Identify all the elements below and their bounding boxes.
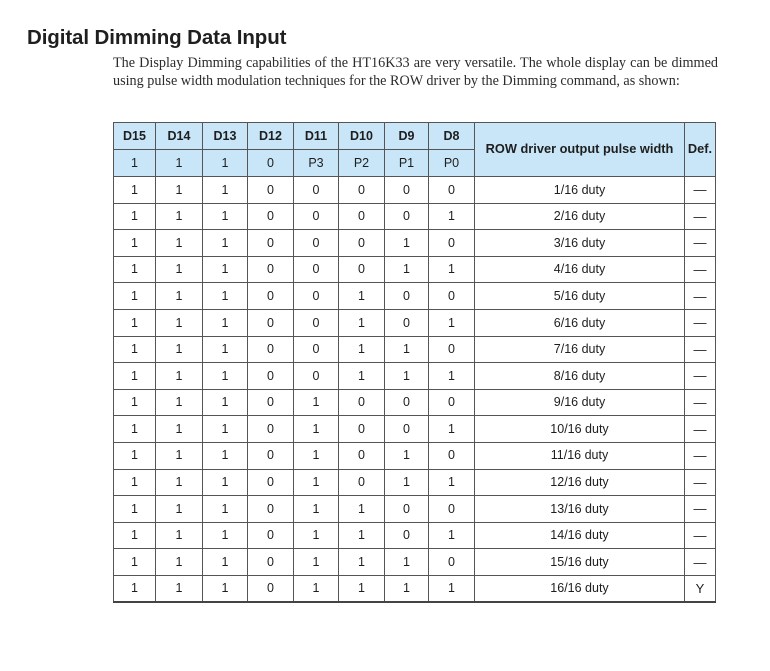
bit-cell: 1 [114, 442, 156, 469]
bit-cell: 0 [248, 575, 294, 602]
def-cell: — [685, 549, 716, 576]
def-cell: — [685, 363, 716, 390]
bit-cell: 0 [248, 549, 294, 576]
bit-cell: 1 [156, 522, 203, 549]
bit-cell: 1 [294, 389, 339, 416]
bit-cell: 1 [114, 230, 156, 257]
bit-value-header: 1 [156, 150, 203, 177]
bit-cell: 0 [248, 283, 294, 310]
def-cell: — [685, 309, 716, 336]
bit-cell: 1 [156, 230, 203, 257]
bit-cell: 1 [429, 363, 475, 390]
bit-cell: 1 [429, 469, 475, 496]
table-row [114, 496, 716, 523]
table-row [114, 389, 716, 416]
bit-cell: 1 [156, 363, 203, 390]
output-cell: 8/16 duty [475, 363, 685, 390]
table-row [114, 442, 716, 469]
output-cell: 1/16 duty [475, 177, 685, 204]
bit-cell: 0 [385, 309, 429, 336]
def-cell: — [685, 256, 716, 283]
bit-cell: 1 [114, 496, 156, 523]
bit-cell: 1 [203, 469, 248, 496]
output-cell: 6/16 duty [475, 309, 685, 336]
bit-cell: 1 [156, 389, 203, 416]
bit-cell: 0 [248, 496, 294, 523]
def-cell: Y [685, 575, 716, 602]
bit-cell: 1 [429, 203, 475, 230]
def-cell: — [685, 416, 716, 443]
bit-header: D10 [339, 123, 385, 150]
bit-header: D13 [203, 123, 248, 150]
bit-cell: 1 [114, 469, 156, 496]
bit-cell: 0 [294, 336, 339, 363]
bit-cell: 1 [203, 336, 248, 363]
bit-cell: 1 [114, 203, 156, 230]
def-cell: — [685, 177, 716, 204]
bit-cell: 1 [339, 575, 385, 602]
bit-cell: 0 [385, 522, 429, 549]
bit-cell: 0 [339, 203, 385, 230]
bit-cell: 1 [156, 416, 203, 443]
bit-cell: 0 [248, 336, 294, 363]
output-header: ROW driver output pulse width [475, 123, 685, 177]
bit-cell: 1 [203, 496, 248, 523]
output-cell: 4/16 duty [475, 256, 685, 283]
bit-header: D12 [248, 123, 294, 150]
bit-cell: 1 [114, 309, 156, 336]
bit-cell: 1 [203, 522, 248, 549]
bit-cell: 0 [339, 389, 385, 416]
bit-cell: 1 [114, 283, 156, 310]
table-row [114, 363, 716, 390]
bit-cell: 1 [156, 177, 203, 204]
bit-cell: 1 [294, 522, 339, 549]
bit-cell: 1 [339, 283, 385, 310]
bit-cell: 0 [248, 416, 294, 443]
output-cell: 15/16 duty [475, 549, 685, 576]
bit-cell: 0 [248, 469, 294, 496]
bit-cell: 0 [294, 230, 339, 257]
bit-header: D14 [156, 123, 203, 150]
bit-cell: 1 [156, 469, 203, 496]
bit-cell: 1 [156, 496, 203, 523]
bit-cell: 1 [156, 442, 203, 469]
bit-cell: 1 [156, 575, 203, 602]
bit-cell: 0 [429, 496, 475, 523]
bit-cell: 1 [385, 549, 429, 576]
bit-cell: 1 [114, 177, 156, 204]
bit-cell: 1 [339, 336, 385, 363]
bit-cell: 1 [114, 389, 156, 416]
section-title: Digital Dimming Data Input [27, 26, 287, 49]
bit-cell: 1 [294, 442, 339, 469]
bit-cell: 0 [429, 336, 475, 363]
bit-cell: 1 [203, 256, 248, 283]
bit-cell: 0 [429, 283, 475, 310]
bit-value-header: P1 [385, 150, 429, 177]
output-cell: 14/16 duty [475, 522, 685, 549]
def-cell: — [685, 389, 716, 416]
bit-cell: 1 [156, 309, 203, 336]
output-cell: 16/16 duty [475, 575, 685, 602]
def-cell: — [685, 469, 716, 496]
bit-cell: 0 [339, 442, 385, 469]
bit-cell: 1 [203, 549, 248, 576]
bit-cell: 1 [203, 203, 248, 230]
bit-cell: 1 [339, 522, 385, 549]
bit-cell: 1 [385, 442, 429, 469]
output-cell: 9/16 duty [475, 389, 685, 416]
bit-cell: 1 [294, 549, 339, 576]
bit-cell: 0 [385, 416, 429, 443]
bit-value-header: 1 [114, 150, 156, 177]
bit-cell: 0 [294, 203, 339, 230]
bit-header: D15 [114, 123, 156, 150]
bit-cell: 0 [429, 442, 475, 469]
bit-value-header: P3 [294, 150, 339, 177]
bit-cell: 1 [294, 469, 339, 496]
bit-cell: 1 [114, 522, 156, 549]
bit-cell: 1 [429, 256, 475, 283]
bit-cell: 1 [203, 309, 248, 336]
output-cell: 12/16 duty [475, 469, 685, 496]
bit-cell: 0 [248, 363, 294, 390]
output-cell: 11/16 duty [475, 442, 685, 469]
bit-cell: 0 [248, 230, 294, 257]
bit-cell: 1 [203, 442, 248, 469]
table-row [114, 469, 716, 496]
bit-cell: 0 [429, 389, 475, 416]
bit-cell: 0 [294, 363, 339, 390]
bit-header: D11 [294, 123, 339, 150]
bit-header: D8 [429, 123, 475, 150]
bit-value-header: 1 [203, 150, 248, 177]
bit-cell: 1 [114, 256, 156, 283]
bit-cell: 1 [156, 203, 203, 230]
bit-cell: 1 [156, 283, 203, 310]
bit-cell: 1 [114, 575, 156, 602]
table-row [114, 177, 716, 204]
def-cell: — [685, 336, 716, 363]
output-cell: 10/16 duty [475, 416, 685, 443]
table-row [114, 336, 716, 363]
bit-cell: 1 [339, 363, 385, 390]
dimming-table [113, 122, 716, 603]
bit-cell: 1 [385, 336, 429, 363]
table-row [114, 256, 716, 283]
bit-cell: 0 [294, 177, 339, 204]
def-cell: — [685, 203, 716, 230]
bit-cell: 0 [429, 230, 475, 257]
def-cell: — [685, 230, 716, 257]
bit-cell: 0 [248, 522, 294, 549]
bit-cell: 1 [429, 416, 475, 443]
bit-cell: 0 [248, 203, 294, 230]
bit-cell: 1 [114, 416, 156, 443]
bit-cell: 1 [294, 416, 339, 443]
table-row [114, 283, 716, 310]
bit-cell: 0 [339, 256, 385, 283]
bit-cell: 1 [385, 230, 429, 257]
bit-cell: 0 [294, 283, 339, 310]
output-cell: 3/16 duty [475, 230, 685, 257]
bit-cell: 0 [429, 177, 475, 204]
def-header: Def. [685, 123, 716, 177]
bit-cell: 0 [429, 549, 475, 576]
bit-header: D9 [385, 123, 429, 150]
bit-cell: 1 [156, 256, 203, 283]
output-cell: 5/16 duty [475, 283, 685, 310]
bit-cell: 1 [156, 549, 203, 576]
def-cell: — [685, 522, 716, 549]
bit-cell: 1 [429, 309, 475, 336]
table-row [114, 522, 716, 549]
bit-cell: 1 [385, 469, 429, 496]
bit-cell: 1 [203, 416, 248, 443]
table-row [114, 203, 716, 230]
bit-cell: 1 [385, 363, 429, 390]
bit-cell: 1 [203, 177, 248, 204]
bit-cell: 0 [339, 177, 385, 204]
bit-cell: 1 [114, 549, 156, 576]
def-cell: — [685, 283, 716, 310]
bit-value-header: P2 [339, 150, 385, 177]
bit-cell: 1 [114, 336, 156, 363]
bit-cell: 1 [339, 496, 385, 523]
bit-cell: 1 [429, 522, 475, 549]
bit-cell: 0 [385, 177, 429, 204]
bit-cell: 1 [156, 336, 203, 363]
table-row [114, 416, 716, 443]
table-body [114, 177, 716, 603]
bit-cell: 1 [294, 496, 339, 523]
bit-cell: 1 [203, 283, 248, 310]
output-cell: 7/16 duty [475, 336, 685, 363]
bit-cell: 0 [385, 283, 429, 310]
bit-cell: 0 [248, 177, 294, 204]
bit-cell: 0 [339, 416, 385, 443]
bit-cell: 0 [248, 256, 294, 283]
table-row [114, 309, 716, 336]
bit-cell: 0 [385, 203, 429, 230]
bit-cell: 1 [203, 230, 248, 257]
def-cell: — [685, 496, 716, 523]
bit-cell: 0 [294, 256, 339, 283]
bit-cell: 0 [248, 389, 294, 416]
bit-cell: 1 [385, 575, 429, 602]
table-row [114, 549, 716, 576]
table-header [114, 123, 716, 177]
bit-cell: 0 [385, 389, 429, 416]
bit-cell: 0 [339, 230, 385, 257]
output-cell: 13/16 duty [475, 496, 685, 523]
bit-cell: 0 [294, 309, 339, 336]
bit-cell: 0 [385, 496, 429, 523]
bit-cell: 0 [339, 469, 385, 496]
bit-value-header: 0 [248, 150, 294, 177]
output-cell: 2/16 duty [475, 203, 685, 230]
bit-cell: 1 [429, 575, 475, 602]
bit-cell: 0 [248, 309, 294, 336]
bit-cell: 1 [385, 256, 429, 283]
intro-paragraph: The Display Dimming capabilities of the HT16K33 are very versatile. The whole display can be dimmed using pulse width modulation techniques for the ROW driver by the Dimming command, as shown: [113, 55, 718, 89]
bit-cell: 1 [203, 575, 248, 602]
def-cell: — [685, 442, 716, 469]
bit-cell: 1 [294, 575, 339, 602]
bit-value-header: P0 [429, 150, 475, 177]
table-row [114, 230, 716, 257]
bit-cell: 1 [339, 549, 385, 576]
header-row-bits [114, 123, 716, 150]
table-row [114, 575, 716, 602]
bit-cell: 1 [114, 363, 156, 390]
bit-cell: 0 [248, 442, 294, 469]
bit-cell: 1 [203, 363, 248, 390]
bit-cell: 1 [339, 309, 385, 336]
bit-cell: 1 [203, 389, 248, 416]
